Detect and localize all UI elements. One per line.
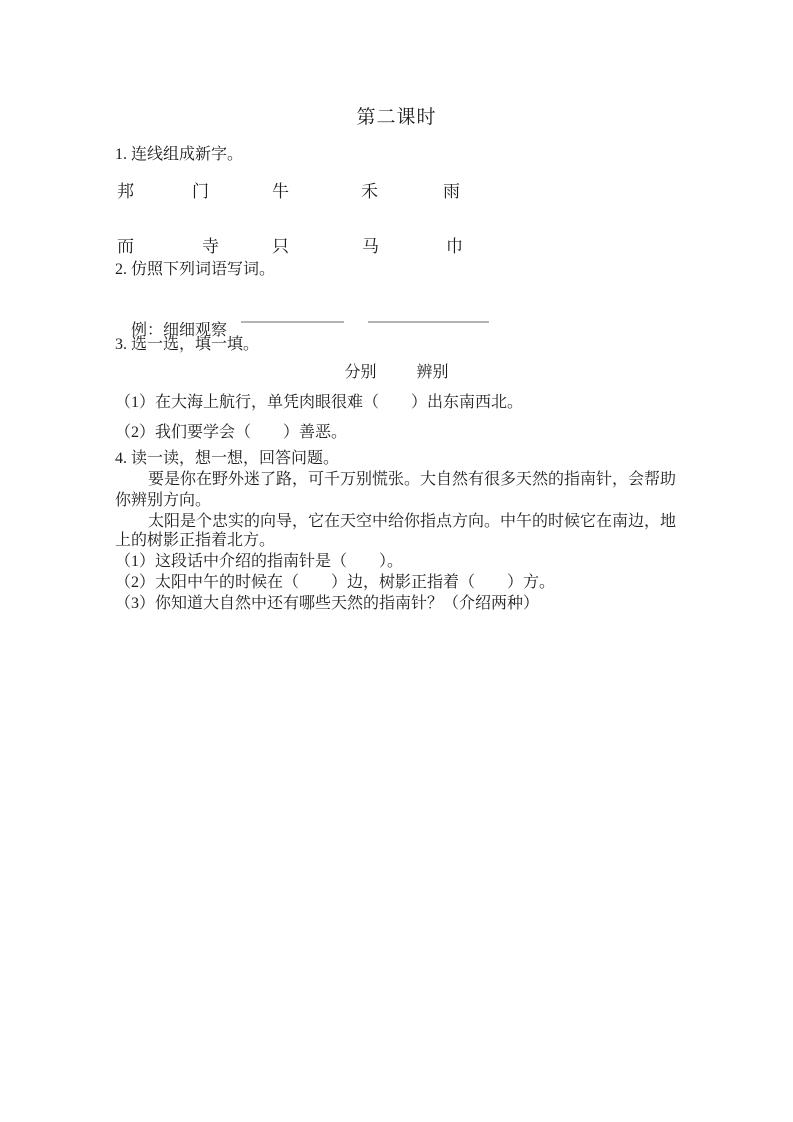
connect-char: 邦 xyxy=(117,182,134,201)
exercise2-heading: 2. 仿照下列词语写词。 xyxy=(115,261,276,278)
exercise2-example xyxy=(115,302,693,339)
paragraph-line: 要是你在野外迷了路，可千万别慌张。大自然有很多天然的指南针，会帮助 xyxy=(148,471,677,488)
connect-char: 禾 xyxy=(361,182,378,201)
example-label: 例：细细观察 xyxy=(131,322,228,339)
exercise4-question: （3）你知道大自然中还有哪些天然的指南针？（介绍两种） xyxy=(115,595,540,612)
connect-char: 门 xyxy=(192,182,209,201)
exercise4-question: （2）太阳中午的时候在（ ）边，树影正指着（ ）方。 xyxy=(115,574,556,591)
paragraph-line: 太阳是个忠实的向导，它在天空中给你指点方向。中午的时候它在南边，地 xyxy=(148,513,677,530)
connect-char: 只 xyxy=(272,237,289,256)
connect-char: 而 xyxy=(117,237,134,256)
exercise3-question: （1）在大海上航行，单凭肉眼很难（ ）出东南西北。 xyxy=(115,394,524,411)
blank-line xyxy=(241,321,344,323)
exercise4-heading: 4. 读一读，想一想，回答问题。 xyxy=(115,450,340,467)
connect-char: 雨 xyxy=(443,182,460,201)
blank-line xyxy=(368,321,489,323)
word-options xyxy=(0,363,793,382)
connect-char: 马 xyxy=(362,237,379,256)
option-word: 辨别 xyxy=(416,364,449,381)
paragraph-line: 你辨别方向。 xyxy=(115,492,212,509)
paragraph-line: 上的树影正指着北方。 xyxy=(115,532,276,549)
option-word: 分别 xyxy=(344,364,377,381)
connect-char: 寺 xyxy=(202,237,219,256)
page-title: 第二课时 xyxy=(356,107,437,128)
connect-char: 牛 xyxy=(272,182,289,201)
exercise1-row1 xyxy=(0,177,793,201)
exercise1-heading: 1. 连线组成新字。 xyxy=(115,146,244,163)
exercise3-heading: 3. 选一选，填一填。 xyxy=(115,336,260,353)
exercise4-question: （1）这段话中介绍的指南针是（ ）。 xyxy=(115,553,404,570)
exercise1-row2 xyxy=(0,232,793,256)
exercise3-question: （2）我们要学会（ ）善恶。 xyxy=(115,424,348,441)
connect-char: 巾 xyxy=(446,237,463,256)
